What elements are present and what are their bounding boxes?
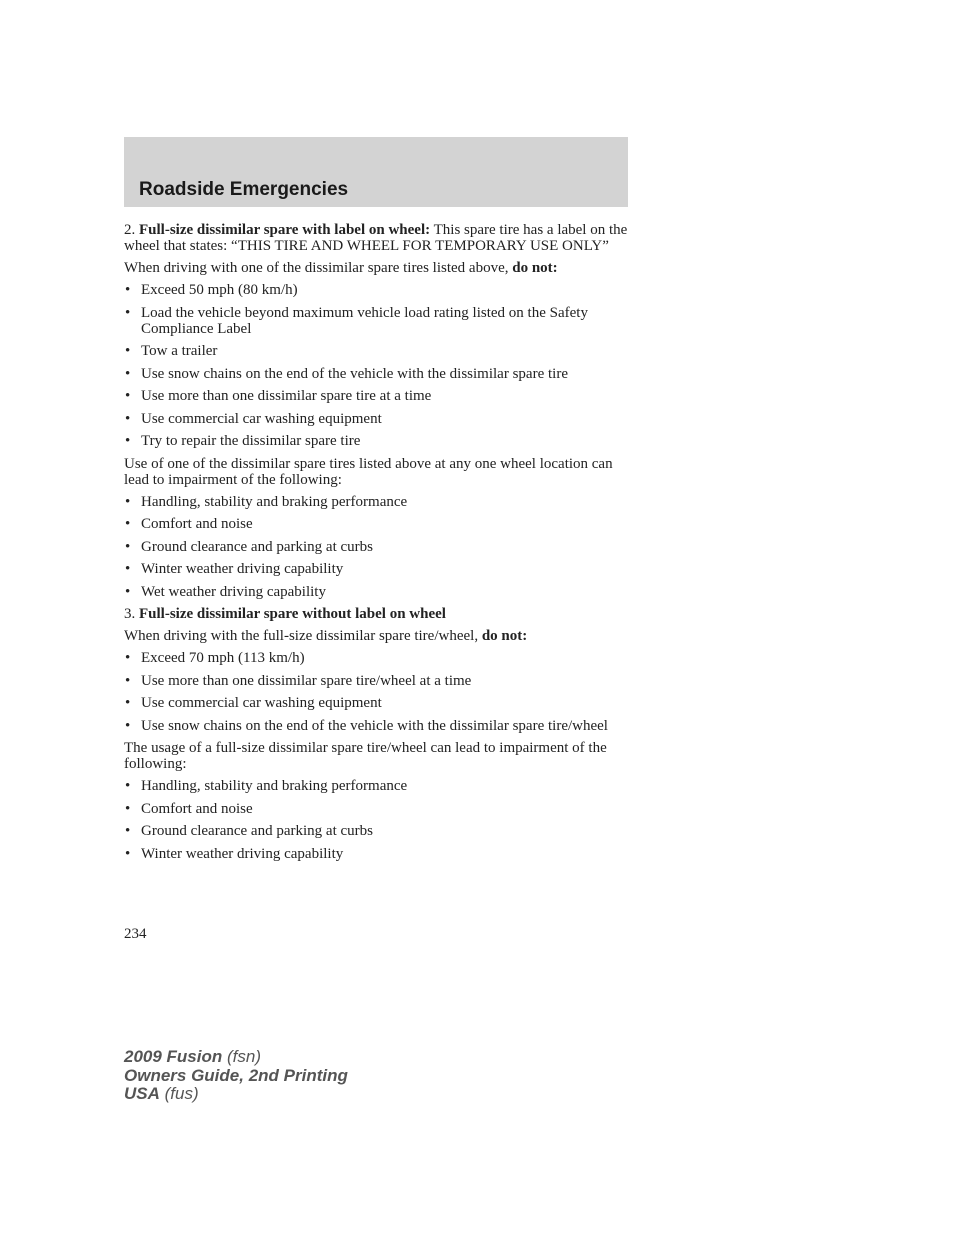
section-2-body: This spare tire has a label on the wheel that states: “THIS TIRE AND WHEEL FOR TEMPORARY USE ONLY” — [124, 222, 628, 254]
donot-1-emphasis: do not: — [512, 260, 558, 276]
section-3-heading: Full-size dissimilar spare without label on wheel — [139, 606, 446, 622]
donot-1-intro: When driving with one of the dissimilar spare tires listed above, do not: — [124, 260, 558, 276]
section-2-paragraph — [124, 222, 628, 254]
list-item: • Load the vehicle beyond maximum vehicle load rating listed on the Safety Compliance Label — [125, 304, 588, 337]
list-item: • Use commercial car washing equipment — [125, 410, 382, 427]
list-item: • Comfort and noise — [125, 516, 253, 532]
section-3-paragraph — [124, 606, 628, 622]
section-2-number: 2. — [124, 222, 136, 238]
list-item: • Use more than one dissimilar spare tire/wheel at a time — [125, 672, 472, 689]
footer-line-3: USA (fus) — [124, 1084, 199, 1103]
list-item: • Exceed 50 mph (80 km/h) — [125, 282, 298, 298]
impair-2-list — [124, 778, 628, 862]
list-item: • Wet weather driving capability — [125, 583, 326, 600]
section-2-heading: Full-size dissimilar spare with label on wheel: — [139, 222, 431, 238]
section-header-band — [124, 137, 628, 207]
list-item: • Try to repair the dissimilar spare tire — [125, 433, 361, 449]
footer-line-1: 2009 Fusion (fsn) — [124, 1047, 261, 1066]
page-number: 234 — [124, 926, 147, 942]
section-3-number: 3. — [124, 606, 136, 622]
list-item: • Use more than one dissimilar spare tire at a time — [125, 388, 432, 404]
donot-1-list — [124, 282, 628, 449]
list-item: • Comfort and noise — [125, 800, 253, 817]
list-item: • Ground clearance and parking at curbs — [125, 538, 373, 555]
donot-2-intro: When driving with the full-size dissimilar spare tire/wheel, do not: — [124, 628, 528, 644]
impair-2-intro: The usage of a full-size dissimilar spare tire/wheel can lead to impairment of the following: — [124, 740, 607, 772]
donot-2-list — [124, 650, 628, 734]
list-item: • Handling, stability and braking performance — [125, 493, 408, 510]
footer-line-2: Owners Guide, 2nd Printing — [124, 1065, 348, 1085]
list-item: • Tow a trailer — [125, 343, 218, 359]
section-title: Roadside Emergencies — [139, 179, 349, 200]
list-item: • Handling, stability and braking performance — [125, 778, 408, 794]
list-item: • Ground clearance and parking at curbs — [125, 823, 373, 839]
list-item: • Winter weather driving capability — [125, 561, 344, 577]
document-footer — [124, 1048, 348, 1104]
page-content — [124, 222, 628, 868]
list-item: • Winter weather driving capability — [125, 845, 344, 862]
list-item: • Use commercial car washing equipment — [125, 695, 382, 711]
list-item: • Exceed 70 mph (113 km/h) — [125, 650, 305, 666]
list-item: • Use snow chains on the end of the vehicle with the dissimilar spare tire — [125, 365, 568, 382]
list-item: • Use snow chains on the end of the vehicle with the dissimilar spare tire/wheel — [125, 717, 608, 734]
donot-2-emphasis: do not: — [481, 628, 528, 644]
impair-1-list — [124, 494, 628, 600]
impair-1-intro: Use of one of the dissimilar spare tires listed above at any one wheel location can lead to impairment of the following: — [124, 455, 613, 488]
